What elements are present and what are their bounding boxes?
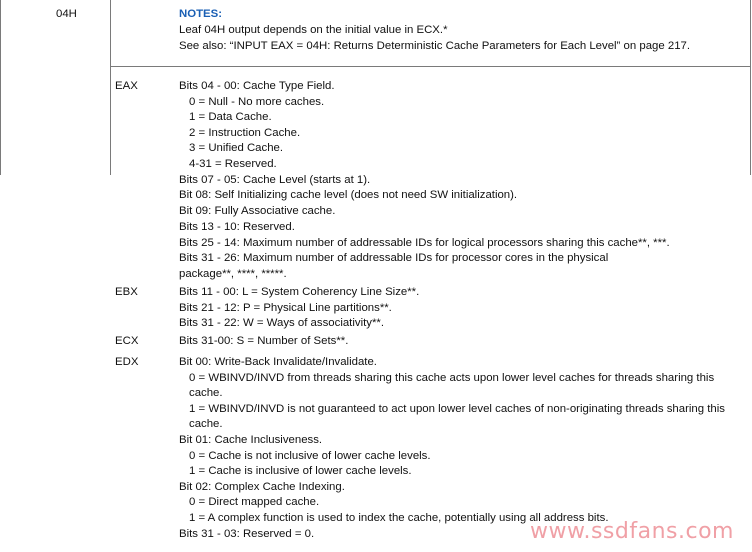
notes-line: Leaf 04H output depends on the initial value in ECX.* <box>179 24 448 36</box>
value-line: 0 = WBINVD/INVD from threads sharing this cache acts upon lower level caches for threads sharing this cache. <box>189 371 715 400</box>
field-line: Bits 04 - 00: Cache Type Field. <box>179 80 335 92</box>
value-line: 2 = Instruction Cache. <box>189 126 301 139</box>
column-divider-line <box>110 0 111 175</box>
field-line: Bit 00: Write-Back Invalidate/Invalidate. <box>179 356 377 368</box>
value-line: 0 = Null - No more caches. <box>189 95 325 108</box>
value-line: 1 = Data Cache. <box>189 111 272 124</box>
field-line: Bits 13 - 10: Reserved. <box>179 221 295 233</box>
field-line: Bit 08: Self Initializing cache level (does not need SW initialization). <box>179 189 518 202</box>
register-label-eax: EAX <box>115 80 138 92</box>
register-label-ecx: ECX <box>115 335 139 347</box>
field-line: Bits 31-00: S = Number of Sets**. <box>179 335 349 347</box>
field-line: Bits 31 - 03: Reserved = 0. <box>179 527 315 540</box>
field-line: Bits 07 - 05: Cache Level (starts at 1). <box>179 173 371 186</box>
notes-body <box>179 23 749 54</box>
field-line: Bits 31 - 26: Maximum number of addressable IDs for processor cores in the physical <box>179 252 609 265</box>
field-line: Bit 02: Complex Cache Indexing. <box>179 480 345 493</box>
field-line: Bit 09: Fully Associative cache. <box>179 204 336 217</box>
value-line: 0 = Cache is not inclusive of lower cache levels. <box>189 449 431 462</box>
ecx-fields-block <box>179 334 749 350</box>
value-line: 1 = WBINVD/INVD is not guaranteed to act upon lower level caches of non-originating threads sharing this cache. <box>189 402 725 431</box>
eax-fields-block-1 <box>179 79 749 219</box>
field-line: Bits 21 - 12: P = Physical Line partitions**. <box>179 301 392 314</box>
right-border-line <box>750 0 751 175</box>
left-border-line <box>0 0 1 175</box>
field-line: package**, ****, *****. <box>179 267 287 280</box>
value-line: 3 = Unified Cache. <box>189 142 284 155</box>
notes-title: NOTES: <box>179 8 223 20</box>
field-line: Bits 25 - 14: Maximum number of addressable IDs for logical processors sharing this cache**, ***. <box>179 236 670 249</box>
value-line: 1 = A complex function is used to index the cache, potentially using all address bits. <box>189 511 609 524</box>
field-line: Bit 01: Cache Inclusiveness. <box>179 433 323 446</box>
field-line: Bits 11 - 00: L = System Coherency Line Size**. <box>179 286 420 298</box>
notes-separator-line <box>110 66 750 67</box>
notes-line: See also: “INPUT EAX = 04H: Returns Deterministic Cache Parameters for Each Level” on page 217. <box>179 39 691 52</box>
edx-fields-block <box>179 355 749 542</box>
value-line: 1 = Cache is inclusive of lower cache levels. <box>189 465 412 478</box>
ebx-fields-block <box>179 285 749 332</box>
value-line: 4-31 = Reserved. <box>189 157 277 170</box>
eax-fields-block-2 <box>179 220 749 282</box>
field-line: Bits 31 - 22: W = Ways of associativity**. <box>179 317 384 330</box>
register-label-ebx: EBX <box>115 286 138 298</box>
register-label-edx: EDX <box>115 356 139 368</box>
leaf-label: 04H <box>56 8 77 20</box>
value-line: 0 = Direct mapped cache. <box>189 496 320 509</box>
watermark-text: www.ssdfans.com <box>530 519 734 544</box>
